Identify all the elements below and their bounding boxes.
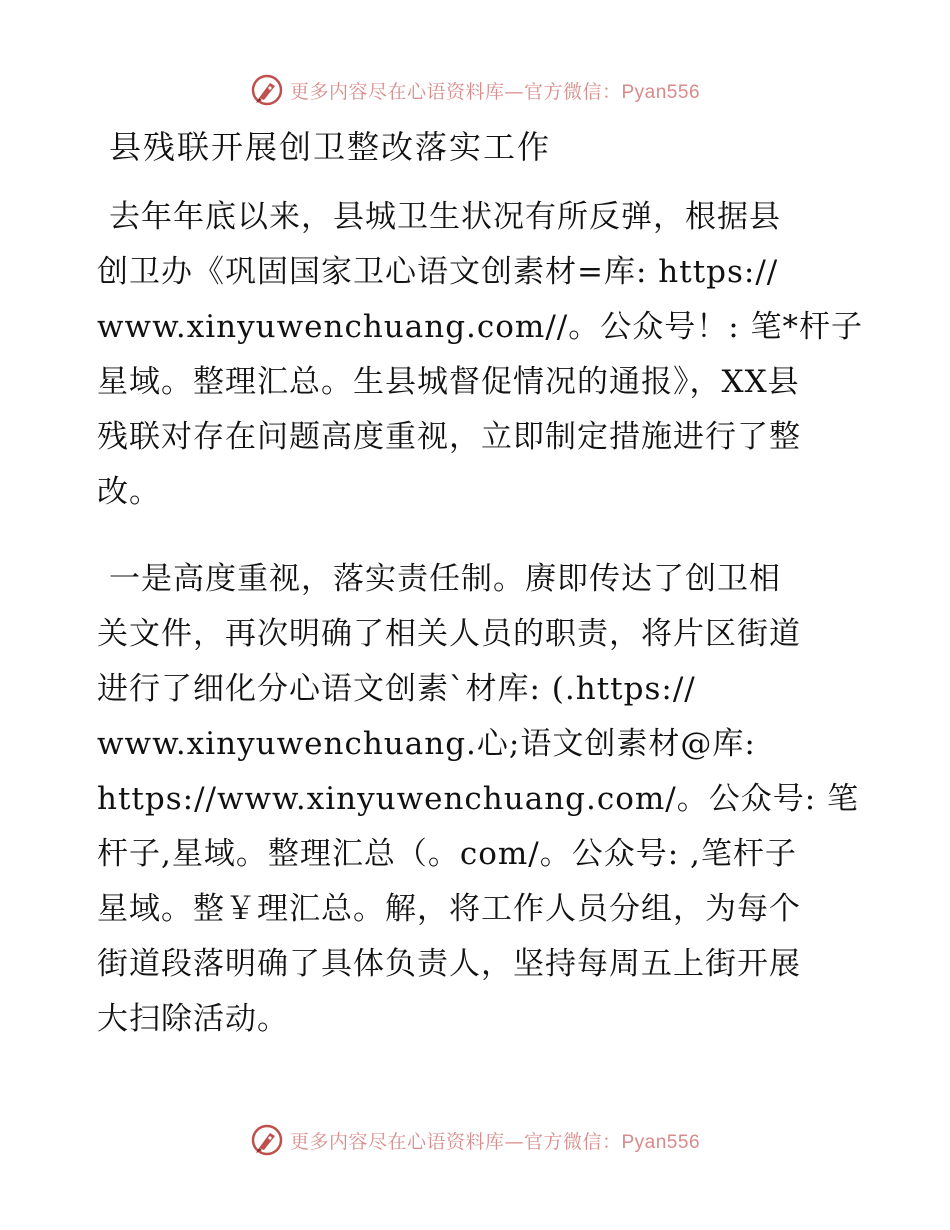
- paragraph-line: 改。: [97, 474, 161, 510]
- paragraph-line: 进行了细化分心语文创素`材库: (.https://: [97, 671, 696, 707]
- pen-nib-logo-icon: [250, 73, 284, 107]
- paragraph-line: https://www.xinyuwenchuang.com/。公众号: 笔: [97, 781, 860, 817]
- paragraph-1: [97, 190, 864, 520]
- paragraph-line: 星域。整￥理汇总。解，将工作人员分组，为每个: [97, 891, 801, 927]
- watermark-text: 更多内容尽在心语资料库—官方微信：Pyan556: [289, 1130, 701, 1153]
- paragraph-line: www.xinyuwenchuang.com//。公众号！: 笔*杆子: [97, 309, 864, 345]
- paragraph-line: 残联对存在问题高度重视，立即制定措施进行了整: [97, 419, 801, 455]
- paragraph-line: 星域。整理汇总。生县城督促情况的通报》，XX县: [97, 364, 800, 400]
- paragraph-line: 街道段落明确了具体负责人，坚持每周五上街开展: [97, 946, 801, 982]
- paragraph-line: 创卫办《巩固国家卫心语文创素材=库: https://: [97, 254, 779, 290]
- pen-nib-logo-icon: [250, 1123, 284, 1157]
- header-watermark-banner: [0, 70, 950, 110]
- document-title: 县残联开展创卫整改落实工作: [109, 128, 552, 166]
- paragraph-line: 一是高度重视，落实责任制。赓即传达了创卫相: [109, 561, 781, 597]
- document-body: [97, 118, 864, 1047]
- paragraph-line: 大扫除活动。: [97, 1001, 289, 1037]
- paragraph-2: [97, 552, 860, 1047]
- paragraph-line: 去年年底以来，县城卫生状况有所反弹，根据县: [109, 199, 781, 235]
- watermark-text: 更多内容尽在心语资料库—官方微信：Pyan556: [289, 80, 701, 103]
- paragraph-line: www.xinyuwenchuang.心;语文创素材@库:: [97, 726, 756, 762]
- paragraph-line: 杆子,星域。整理汇总（。com/。公众号: ,笔杆子: [97, 836, 797, 872]
- paragraph-line: 关文件，再次明确了相关人员的职责，将片区街道: [97, 616, 801, 652]
- footer-watermark-banner: [0, 1120, 950, 1160]
